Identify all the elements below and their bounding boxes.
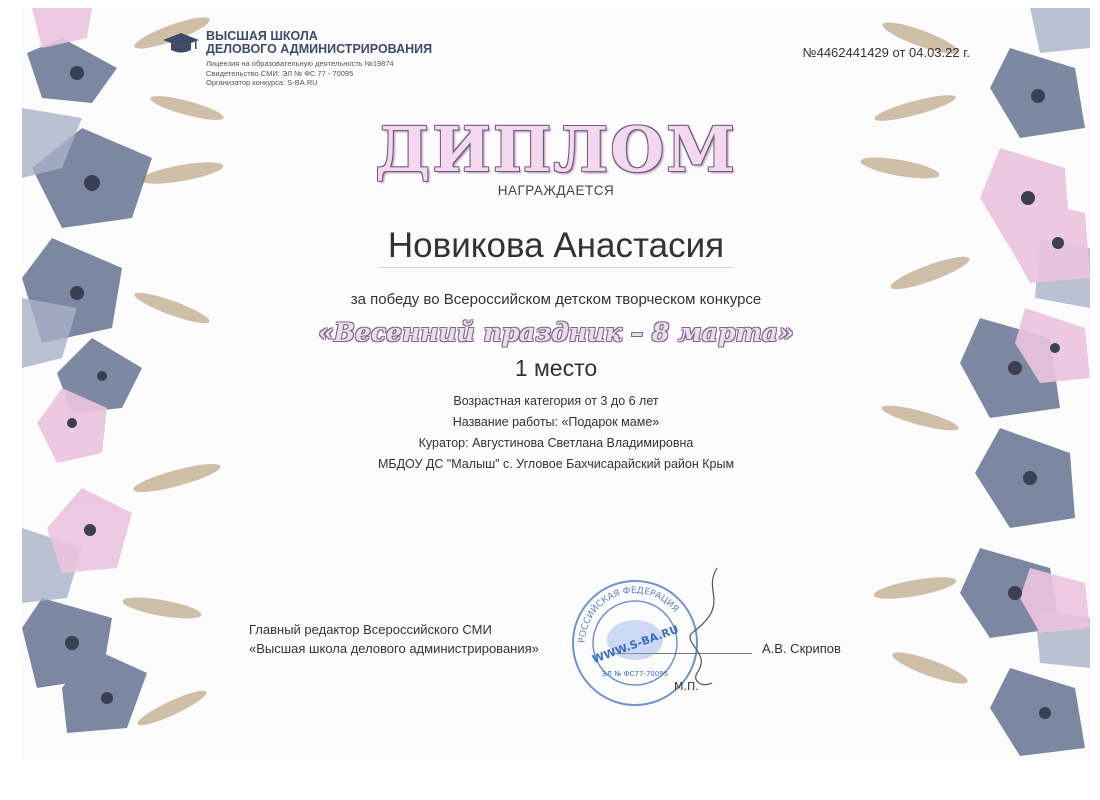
- curator: Куратор: Августинова Светлана Владимировна: [418, 436, 694, 450]
- stamp-bottom-text: ЭЛ № ФС77-70095: [601, 670, 669, 678]
- place-text: 1 место: [514, 355, 598, 381]
- signature-role-line1: Главный редактор Всероссийского СМИ: [249, 622, 492, 637]
- victory-text: за победу во Всероссийском детском творческом конкурсе: [350, 291, 762, 308]
- awarded-label: НАГРАЖДАЕТСЯ: [497, 183, 615, 198]
- diploma-title: ДИПЛОМ: [375, 113, 737, 186]
- signer-name: А.В. Скрипов: [762, 641, 841, 656]
- stamp-ring-text: РОССИЙСКАЯ ФЕДЕРАЦИЯ: [577, 585, 681, 644]
- handwritten-signature: [662, 563, 742, 693]
- organization-header: [162, 30, 432, 88]
- recipient-name: Новикова Анастасия: [378, 226, 734, 268]
- details-block: [22, 391, 1090, 475]
- license-text: Лицензия на образовательную деятельность №19874: [206, 59, 394, 68]
- stamp-mp-text: М.П.: [674, 680, 699, 693]
- stamp-center-text: WWW.S-BA.RU: [590, 622, 681, 667]
- signature-role-line2: «Высшая школа делового администрирования»: [249, 641, 539, 656]
- signature-role: [249, 620, 539, 658]
- work-title: Название работы: «Подарок маме»: [452, 415, 660, 429]
- organization-name-line2: ДЕЛОВОГО АДМИНИСТРИРОВАНИЯ: [206, 42, 433, 56]
- age-category: Возрастная категория от 3 до 6 лет: [453, 394, 659, 408]
- institution: МБДОУ ДС "Малыш" с. Угловое Бахчисарайский район Крым: [377, 457, 735, 471]
- diploma-sheet: [22, 8, 1090, 760]
- contest-name: «Весенний праздник – 8 марта»: [318, 318, 794, 347]
- media-certificate-text: Свидетельство СМИ: ЭЛ № ФС 77 - 70095: [206, 68, 354, 78]
- organizer-text: Организатор конкурса: S-BA.RU: [206, 78, 318, 87]
- organization-name-line1: ВЫСШАЯ ШКОЛА: [206, 29, 318, 43]
- document-number: №4462441429 от 04.03.22 г.: [802, 45, 970, 60]
- graduation-cap-icon: [162, 31, 200, 55]
